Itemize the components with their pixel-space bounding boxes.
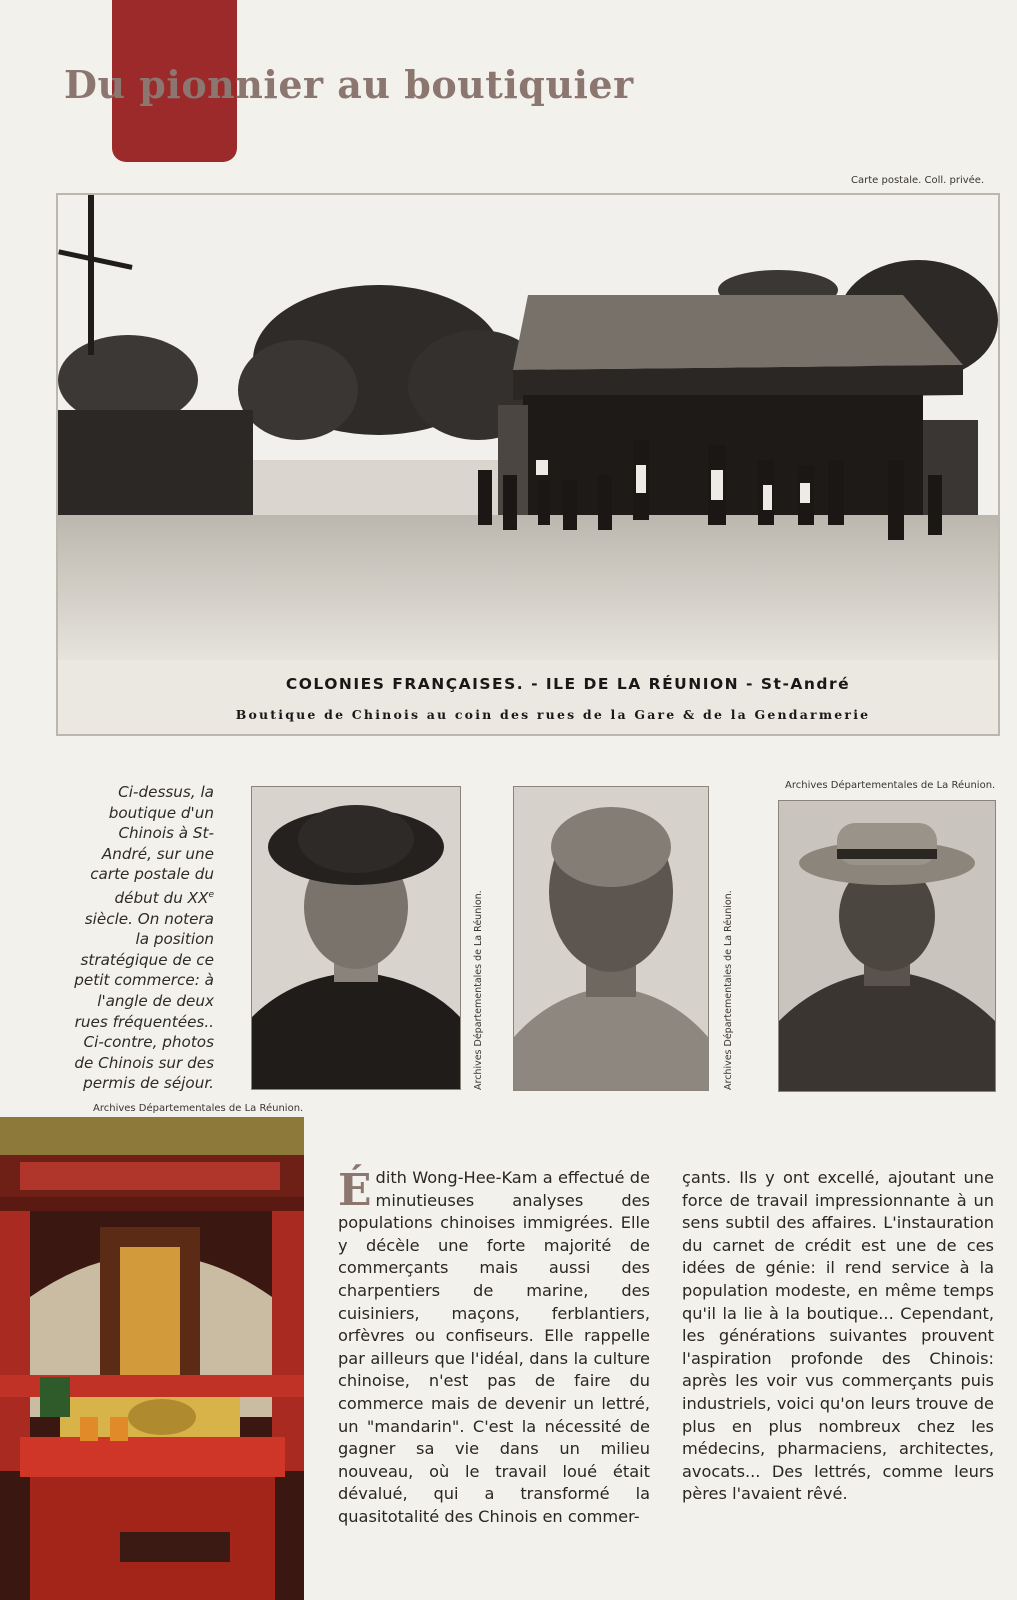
temple-credit: Archives Départementales de La Réunion.	[93, 1103, 304, 1114]
article-column-1: Édith Wong-Hee-Kam a effectué de minutieuses analyses des populations chinoises immigrées. Elle y décèle une forte majorité de commerçants mais aussi des charpentiers de marine, des cuisiniers, maçons, ferblantiers, orfèvres ou confiseurs. Elle rappelle par ailleurs que l'idéal, dans la culture chinoise, n'est pas de faire du commerce mais de devenir un lettré, un "mandarin". C'est la nécessité de gagner sa vie dans un milieu nouveau, où le travail loué était dévalué, qui a transformé la quasitotalité des Chinois en commer-	[338, 1165, 650, 1526]
portrait-2-image	[514, 787, 708, 1090]
portrait-photo-2	[513, 786, 709, 1091]
portrait-1-image	[252, 787, 460, 1089]
temple-altar-photo	[0, 1117, 304, 1600]
postcard-photo	[58, 195, 998, 660]
drop-cap: É	[338, 1165, 372, 1216]
page-title: Du pionnier au boutiquier	[64, 62, 634, 107]
portrait-photo-1	[251, 786, 461, 1090]
portrait-photo-3	[778, 800, 996, 1092]
portrait-3-image	[779, 801, 995, 1091]
postcard-image	[56, 193, 1000, 736]
postcard-credit: Carte postale. Coll. privée.	[851, 175, 985, 186]
article-column-2: çants. Ils y ont excellé, ajoutant une force de travail impressionnante à un sens subtil des affaires. L'instauration du carnet de crédit est une de ces idées de génie: il rend service à la population modeste, en même temps qu'il la lie à la boutique... Cependant, les générations suivantes prouvent l'aspiration profonde des Chinois: après les voir vus commerçants puis industriels, voici qu'on leurs trouve de plus en plus nombreux chez les médecins, pharmaciens, architectes, avocats... Des lettrés, comme leurs pères l'avaient rêvé.	[682, 1168, 994, 1504]
portrait-2-credit: Archives Départementales de La Réunion.	[723, 890, 734, 1090]
temple-altar-image	[0, 1117, 304, 1600]
photo-caption: Ci-dessus, la boutique d'un Chinois à St-André, sur une carte postale du début du XXe siècle. On notera la position stratégique de ce petit commerce: à l'angle de deux rues fréquentées.. Ci-contre, photos de Chinois sur des permis de séjour.	[74, 783, 214, 1093]
portrait-1-credit: Archives Départementales de La Réunion.	[473, 890, 484, 1090]
postcard-caption-line1: COLONIES FRANÇAISES. - ILE DE LA RÉUNION - St-André	[285, 675, 851, 693]
portrait-3-credit: Archives Départementales de La Réunion.	[785, 780, 996, 791]
postcard-caption-line2: Boutique de Chinois au coin des rues de la Gare & de la Gendarmerie	[235, 707, 871, 722]
